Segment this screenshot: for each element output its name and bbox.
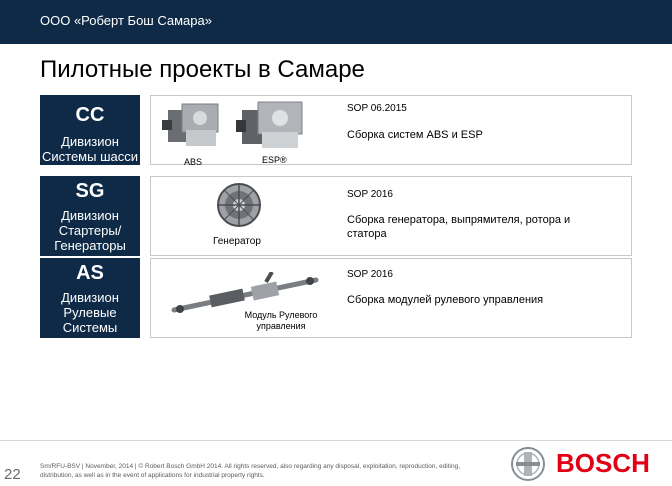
generator-icon [214, 180, 264, 230]
esp-unit-icon [236, 98, 312, 154]
copyright-text: Sm/RFU-BSV | November, 2014 | © Robert Bosch GmbH 2014. All rights reserved, also regarding any disposal, exploitation, reproduction, editing, distribution, as well as in the event of applications for industrial property rights. [40, 463, 461, 479]
sop-sg: SOP 2016 [347, 189, 393, 200]
description-cc: Сборка систем ABS и ESP [347, 129, 483, 141]
page-number: 22 [4, 466, 21, 483]
description-sg: Сборка генератора, выпрямителя, ротора и статора [347, 214, 571, 240]
caption-generator: Генератор [213, 236, 261, 247]
header-bar [0, 0, 672, 44]
caption-steering-module: Модуль Рулевого управления [244, 310, 318, 331]
caption-abs: ABS [184, 157, 203, 167]
division-name-cc: Дивизион Системы шасси [41, 134, 138, 164]
page-title: Пилотные проекты в Самаре [40, 56, 365, 83]
footer-divider [0, 440, 672, 441]
division-code-cc: CC [75, 104, 105, 126]
sop-cc: SOP 06.2015 [347, 103, 407, 114]
company-name: ООО «Роберт Бош Самара» [40, 13, 212, 28]
abs-unit-icon [160, 100, 230, 152]
description-as: Сборка модулей рулевого управления [347, 294, 544, 306]
sop-as: SOP 2016 [347, 269, 393, 280]
bosch-armature-logo-icon [510, 446, 546, 482]
division-name-sg: Дивизион Стартеры/ Генераторы [54, 208, 126, 253]
caption-esp: ESP® [262, 155, 287, 165]
bosch-brand: BOSCH [556, 448, 650, 478]
division-name-as: Дивизион Рулевые Системы [61, 290, 119, 335]
division-code-as: AS [76, 262, 104, 284]
division-code-sg: SG [75, 180, 105, 202]
